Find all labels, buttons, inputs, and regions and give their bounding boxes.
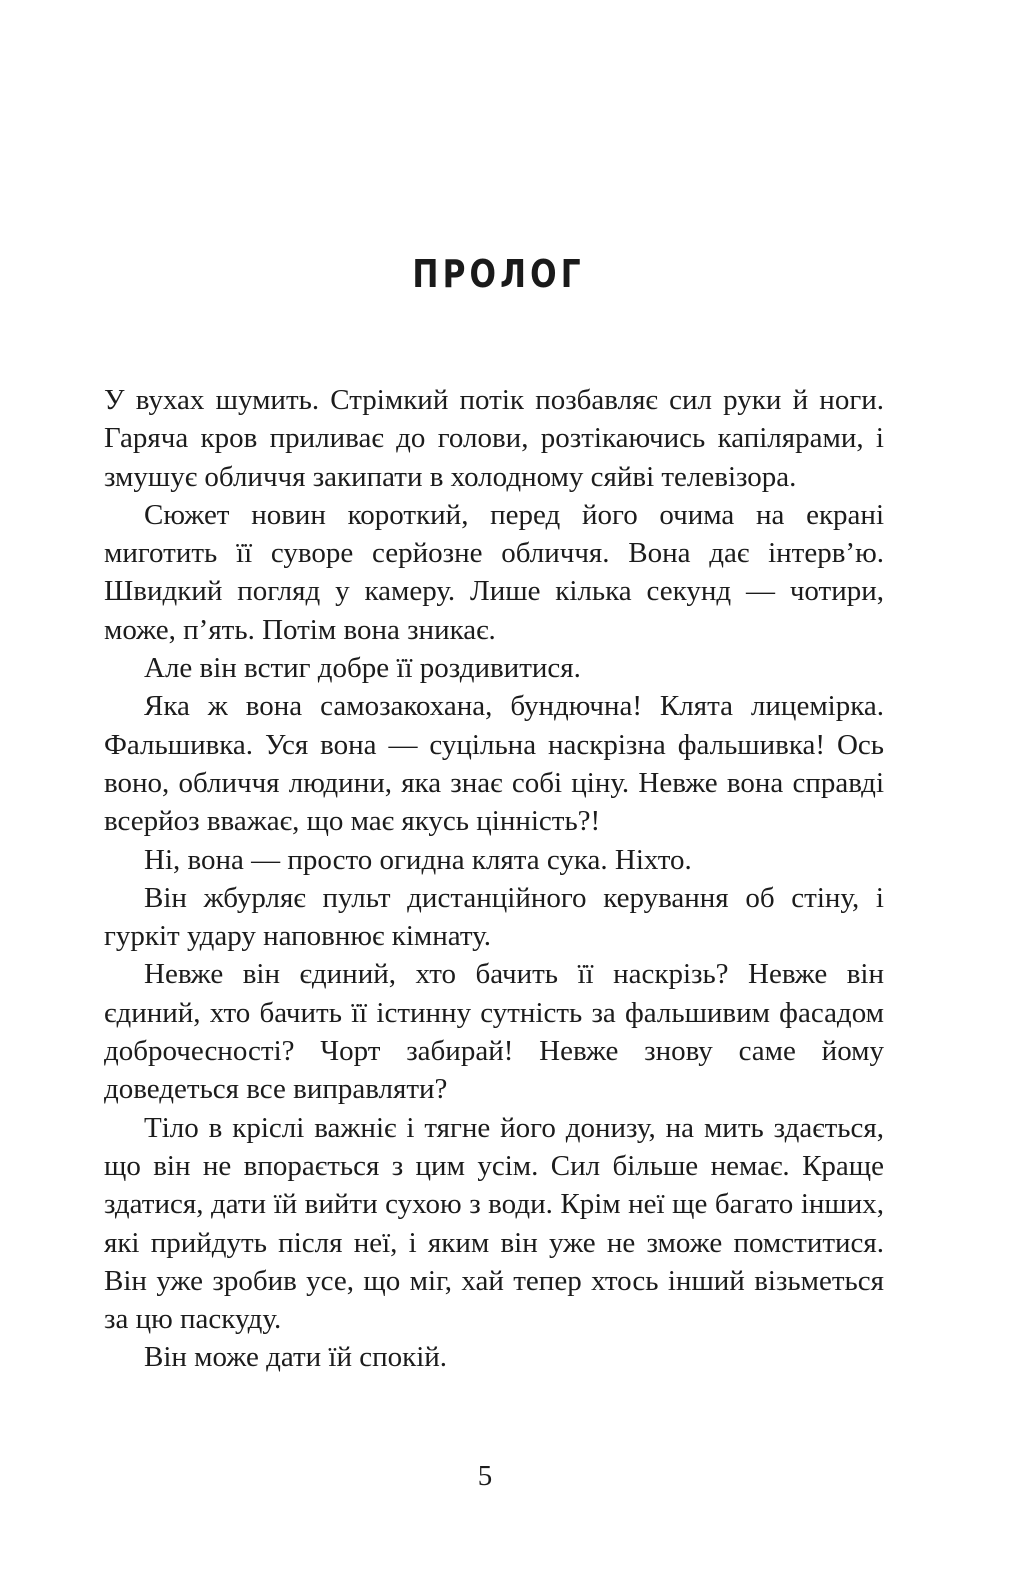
paragraph: Невже він єдиний, хто бачить її наскрізь? Невже він єдиний, хто бачить її істинну сутність за фальшивим фасадом доброчесності? Чорт забирай! Невже знову саме йому доведеться все виправляти?: [104, 958, 884, 1106]
paragraph: Але він встиг добре її роздивитися.: [144, 652, 581, 685]
paragraph: Сюжет новин короткий, перед його очима на екрані миготить її суворе серйозне обличчя. Вона дає інтерв’ю. Швидкий погляд у камеру. Лише кілька секунд — чотири, може, п’ять. Потім вона зникає.: [104, 498, 884, 646]
paragraph: Він може дати їй спокій.: [144, 1341, 448, 1374]
body-text: [104, 381, 884, 1377]
paragraph: Яка ж вона самозакохана, бундючна! Клята лицемірка. Фальшивка. Уся вона — суцільна наскрізна фальшивка! Ось воно, обличчя людини, яка знає собі ціну. Невже вона справді всерйоз вважає, що має якусь цінність?!: [104, 690, 884, 838]
paragraph: Ні, вона — просто огидна клята сука. Ніхто.: [144, 843, 692, 876]
paragraph: Він жбурляє пульт дистанційного керування об стіну, і гуркіт удару наповнює кімнату.: [104, 881, 884, 953]
paragraph: Тіло в кріслі важніє і тягне його донизу, на мить здається, що він не впорається з цим усім. Сил більше немає. Краще здатися, дати їй вийти сухою з води. Крім неї ще багато інших, які прийдуть після неї, і яким він уже не зможе помститися. Він уже зробив усе, що міг, хай тепер хтось інший візьметься за цю паскуду.: [104, 1111, 884, 1336]
paragraph: У вухах шумить. Стрімкий потік позбавляє сил руки й ноги. Гаряча кров приливає до голови, розтікаючись капілярами, і змушує обличчя закипати в холодному сяйві телевізора.: [104, 384, 884, 493]
chapter-title: ПРОЛОГ: [412, 252, 585, 296]
page-number: 5: [477, 1460, 493, 1492]
